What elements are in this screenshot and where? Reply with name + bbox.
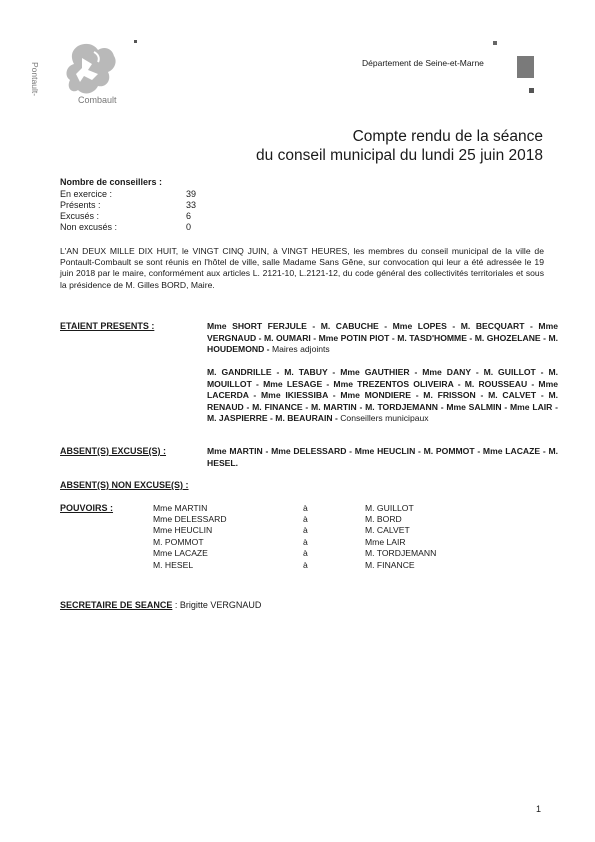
secretary-line bbox=[60, 600, 261, 610]
pouvoir-to: M. CALVET bbox=[365, 525, 410, 535]
counts-heading: Nombre de conseillers : bbox=[60, 177, 163, 187]
count-label: Non excusés : bbox=[60, 222, 118, 232]
pouvoir-from: Mme MARTIN bbox=[153, 503, 208, 513]
document-subtitle: du conseil municipal du lundi 25 juin 2018 bbox=[256, 147, 543, 164]
pouvoir-to: M. BORD bbox=[365, 514, 402, 524]
adjoints-role: Maires adjoints bbox=[271, 344, 330, 355]
secretary-name: Brigitte VERGNAUD bbox=[179, 600, 262, 610]
pouvoir-from: Mme DELESSARD bbox=[153, 514, 227, 524]
pouvoir-to: M. FINANCE bbox=[365, 560, 415, 570]
absent-not-excused-label: ABSENT(S) NON EXCUSE(S) : bbox=[60, 480, 189, 490]
pouvoir-a: à bbox=[303, 503, 308, 513]
count-value: 0 bbox=[186, 222, 192, 232]
conseillers-role: Conseillers municipaux bbox=[340, 413, 429, 424]
pouvoir-a: à bbox=[303, 537, 308, 547]
intro-paragraph: L'AN DEUX MILLE DIX HUIT, le VINGT CINQ JUIN, à VINGT HEURES, les membres du conseil municipal de la ville de Pontault-Combault se sont réunis en l'hôtel de ville, salle Madame Sans Gêne, sur convocation qui leur a été adressée le 19 juin 2018 par le maire, conformément aux articles L. 2121-10, L.2121-12, du code général des collectivités territoriales et sous la présidence de M. Gilles BORD, Maire. bbox=[60, 246, 544, 290]
adjoints-list bbox=[207, 321, 558, 356]
pouvoir-to: Mme LAIR bbox=[365, 537, 406, 547]
department-label: Département de Seine-et-Marne bbox=[362, 58, 484, 68]
decorative-square bbox=[529, 88, 534, 93]
count-value: 33 bbox=[186, 200, 197, 210]
decorative-square bbox=[517, 56, 534, 78]
pouvoir-from: Mme LACAZE bbox=[153, 548, 208, 558]
count-label: En exercice : bbox=[60, 189, 113, 199]
pouvoir-a: à bbox=[303, 525, 308, 535]
present-label: ETAIENT PRESENTS : bbox=[60, 321, 155, 331]
pouvoir-to: M. TORDJEMANN bbox=[365, 548, 437, 558]
pouvoir-from: M. HESEL bbox=[153, 560, 194, 570]
pouvoir-to: M. GUILLOT bbox=[365, 503, 414, 513]
count-label: Présents : bbox=[60, 200, 101, 210]
page-number: 1 bbox=[536, 804, 542, 814]
pouvoir-from: Mme HEUCLIN bbox=[153, 525, 213, 535]
count-value: 39 bbox=[186, 189, 197, 199]
secretary-separator: : bbox=[172, 600, 180, 610]
logo-emblem-icon bbox=[52, 40, 132, 102]
logo-text-top: Pontault- bbox=[30, 62, 40, 97]
pouvoir-from: M. POMMOT bbox=[153, 537, 204, 547]
secretary-label: SECRETAIRE DE SEANCE bbox=[60, 600, 173, 610]
absent-excused-label: ABSENT(S) EXCUSE(S) : bbox=[60, 446, 167, 456]
conseillers-names: M. GANDRILLE - M. TABUY - Mme GAUTHIER - Mme DANY - M. GUILLOT - M. MOUILLOT - Mme LESAGE - Mme TREZENTOS OLIVEIRA - M. ROUSSEAU - Mme LACERDA - Mme IKIESSIBA - Mme MONDIERE - M. FRISSON - M. CALVET - M. RENAUD - M. FINANCE - M. MARTIN - M. TORDJEMANN - Mme SALMIN - Mme LAIR - M. JASPIERRE - M. BEAURAIN - bbox=[207, 367, 558, 424]
absent-excused-names: Mme MARTIN - Mme DELESSARD - Mme HEUCLIN - M. POMMOT - Mme LACAZE - M. HESEL. bbox=[207, 446, 558, 468]
conseillers-list bbox=[207, 367, 558, 425]
logo-text-bottom: Combault bbox=[78, 95, 117, 105]
count-value: 6 bbox=[186, 211, 192, 221]
count-label: Excusés : bbox=[60, 211, 100, 221]
pouvoirs-label: POUVOIRS : bbox=[60, 503, 114, 513]
pouvoir-a: à bbox=[303, 560, 308, 570]
pouvoir-a: à bbox=[303, 548, 308, 558]
decorative-square bbox=[134, 40, 137, 43]
document-title: Compte rendu de la séance bbox=[352, 128, 543, 145]
decorative-square bbox=[493, 41, 497, 45]
pouvoir-a: à bbox=[303, 514, 308, 524]
adjoints-names: Mme SHORT FERJULE - M. CABUCHE - Mme LOPES - M. BECQUART - Mme VERGNAUD - M. OUMARI - Mme POTIN PIOT - M. TASD'HOMME - M. GHOZELANE - M. HOUDEMOND - bbox=[207, 321, 558, 355]
